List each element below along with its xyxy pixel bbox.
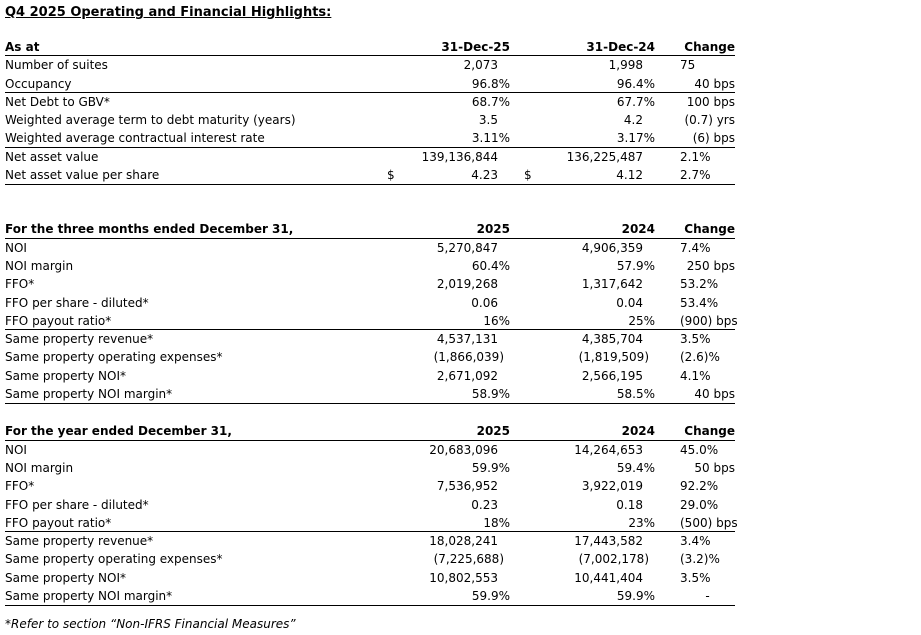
- prior-period-value-cell: [524, 550, 655, 568]
- title-row: [5, 5, 921, 21]
- prior-period-column-header: 2024: [621, 222, 655, 237]
- prior-period-value-cell: [524, 496, 655, 514]
- row-label: NOI: [5, 442, 27, 457]
- change-value: (3.2)%: [680, 552, 720, 567]
- prior-period-value: 25%: [628, 313, 655, 328]
- prior-period-value-cell: [524, 385, 655, 403]
- prior-period-value: 17,443,582: [574, 534, 643, 549]
- prior-period-value: 10,441,404: [574, 570, 643, 585]
- current-period-value-cell: [387, 93, 510, 111]
- row-label: NOI margin: [5, 460, 74, 475]
- table-body: [5, 56, 735, 184]
- change-value: 3.5%: [680, 332, 711, 347]
- currency-symbol: $: [524, 168, 532, 183]
- change-value: 75: [680, 58, 696, 73]
- current-period-value-cell: [387, 75, 510, 92]
- change-value: 250 bps: [686, 258, 735, 273]
- row-label: NOI: [5, 240, 27, 255]
- change-value: (900) bps: [680, 313, 738, 328]
- row-label: Same property revenue*: [5, 332, 154, 347]
- current-period-value: 96.8%: [471, 76, 510, 91]
- prior-period-value-cell: [524, 312, 655, 329]
- as-at-table: [5, 38, 735, 185]
- current-period-value: 5,270,847: [436, 240, 498, 255]
- row-label: Net asset value per share: [5, 168, 160, 183]
- current-period-value: 4,537,131: [436, 332, 498, 347]
- table-row: [5, 441, 735, 459]
- current-period-value-cell: [387, 257, 510, 275]
- row-label: Number of suites: [5, 58, 108, 73]
- prior-period-column-header: 2024: [621, 424, 655, 439]
- prior-period-value-cell: [524, 111, 655, 129]
- change-value: 3.4%: [680, 534, 711, 549]
- prior-period-value: 96.4%: [616, 76, 655, 91]
- prior-period-value-cell: [524, 441, 655, 459]
- current-period-value: 2,073: [463, 58, 498, 73]
- prior-period-value-cell: [524, 569, 655, 587]
- current-period-value-cell: [387, 587, 510, 605]
- prior-period-value: 4,385,704: [581, 332, 643, 347]
- row-label: Weighted average term to debt maturity (years): [5, 113, 296, 128]
- current-period-value: 60.4%: [471, 258, 510, 273]
- change-value: (0.7) yrs: [684, 113, 735, 128]
- current-period-column-header: 31-Dec-25: [441, 40, 510, 54]
- current-period-value: 139,136,844: [421, 149, 498, 164]
- table-body: [5, 239, 738, 404]
- table-row: [5, 348, 735, 366]
- prior-period-value-cell: [524, 294, 655, 312]
- change-value: 53.4%: [680, 295, 719, 310]
- current-period-value: 4.23: [471, 168, 498, 183]
- prior-period-value: 58.5%: [616, 387, 655, 402]
- prior-period-value: 4.2: [623, 113, 643, 128]
- prior-period-value-cell: [524, 477, 655, 495]
- table-row: [5, 496, 735, 514]
- current-period-value-cell: [387, 385, 510, 403]
- current-period-value: (1,866,039): [433, 350, 504, 365]
- table-row: [5, 257, 735, 275]
- current-period-value-cell: [387, 111, 510, 129]
- change-value: 7.4%: [680, 240, 711, 255]
- table-body: [5, 441, 738, 606]
- row-label: Same property operating expenses*: [5, 552, 223, 567]
- row-label: Net Debt to GBV*: [5, 94, 110, 109]
- table-row: [5, 129, 735, 147]
- table-row: [5, 385, 735, 403]
- row-label: FFO per share - diluted*: [5, 497, 149, 512]
- table-header-row: [5, 220, 735, 238]
- change-column-header: Change: [684, 222, 735, 237]
- table-header-label: For the three months ended December 31,: [5, 222, 294, 237]
- prior-period-value: 4,906,359: [581, 240, 643, 255]
- change-value: 2.1%: [680, 149, 711, 164]
- prior-period-value: 3,922,019: [581, 479, 643, 494]
- table-header-label: For the year ended December 31,: [5, 424, 232, 439]
- table-row: [5, 148, 735, 166]
- current-period-value-cell: [387, 239, 510, 257]
- current-period-value: 7,536,952: [436, 479, 498, 494]
- row-label: Same property operating expenses*: [5, 350, 223, 365]
- prior-period-value-cell: [524, 367, 655, 385]
- current-period-value-cell: [387, 294, 510, 312]
- prior-period-value-cell: [524, 129, 655, 146]
- current-period-value-cell: [387, 459, 510, 477]
- change-value: 3.5%: [680, 570, 711, 585]
- prior-period-value: 0.18: [616, 497, 643, 512]
- change-value: 4.1%: [680, 368, 711, 383]
- prior-period-value-cell: [524, 532, 655, 550]
- row-label: Same property revenue*: [5, 534, 154, 549]
- year-ended-table: [5, 422, 738, 606]
- prior-period-value-cell: [524, 239, 655, 257]
- table-row: [5, 93, 735, 111]
- change-value: 92.2%: [680, 479, 719, 494]
- row-label: Net asset value: [5, 149, 99, 164]
- change-value: (6) bps: [692, 131, 735, 146]
- prior-period-column-header: 31-Dec-24: [586, 40, 655, 54]
- change-value: 40 bps: [694, 387, 735, 402]
- table-row: [5, 294, 735, 312]
- current-period-value: 0.06: [471, 295, 498, 310]
- current-period-value-cell: [387, 312, 510, 329]
- current-period-value-cell: [387, 56, 510, 74]
- prior-period-value: 4.12: [616, 168, 643, 183]
- row-label: Occupancy: [5, 76, 72, 91]
- change-value: 53.2%: [680, 277, 719, 292]
- table-row: [5, 275, 735, 293]
- current-period-value: 68.7%: [471, 94, 510, 109]
- table-row: [5, 550, 735, 568]
- currency-symbol: $: [387, 168, 395, 183]
- table-row: [5, 312, 738, 330]
- current-period-column-header: 2025: [476, 222, 510, 237]
- prior-period-value: 59.4%: [616, 460, 655, 475]
- table-row: [5, 532, 735, 550]
- current-period-value: 2,671,092: [436, 368, 498, 383]
- row-label: FFO per share - diluted*: [5, 295, 149, 310]
- prior-period-value: 57.9%: [616, 258, 655, 273]
- row-label: FFO payout ratio*: [5, 313, 112, 328]
- prior-period-value-cell: [524, 459, 655, 477]
- row-label: Weighted average contractual interest rate: [5, 131, 265, 146]
- change-value: 29.0%: [680, 497, 719, 512]
- table-row: [5, 75, 735, 93]
- table-header-row: [5, 422, 735, 440]
- current-period-value: 59.9%: [471, 589, 510, 604]
- current-period-column-header: 2025: [476, 424, 510, 439]
- current-period-value-cell: [387, 330, 510, 348]
- change-column-header: Change: [684, 40, 735, 54]
- table-row: [5, 56, 735, 74]
- current-period-value-cell: [387, 348, 510, 366]
- table-header-row: [5, 38, 735, 56]
- current-period-value-cell: [387, 166, 510, 184]
- change-value: (500) bps: [680, 515, 738, 530]
- prior-period-value: 1,998: [608, 58, 643, 73]
- table-row: [5, 459, 735, 477]
- table-row: [5, 166, 735, 184]
- row-label: FFO payout ratio*: [5, 515, 112, 530]
- row-label: Same property NOI*: [5, 570, 127, 585]
- current-period-value-cell: [387, 129, 510, 146]
- current-period-value: 59.9%: [471, 460, 510, 475]
- change-value: (2.6)%: [680, 350, 720, 365]
- footnote: *Refer to section “Non-IFRS Financial Measures”: [5, 617, 296, 632]
- prior-period-value-cell: [524, 330, 655, 348]
- change-column-header: Change: [684, 424, 735, 439]
- change-value: 100 bps: [686, 94, 735, 109]
- prior-period-value: (7,002,178): [578, 552, 649, 567]
- prior-period-value-cell: [524, 56, 655, 74]
- current-period-value: 58.9%: [471, 387, 510, 402]
- current-period-value-cell: [387, 441, 510, 459]
- change-value: -: [705, 589, 710, 604]
- prior-period-value: 14,264,653: [574, 442, 643, 457]
- current-period-value: 18%: [483, 515, 510, 530]
- current-period-value-cell: [387, 532, 510, 550]
- page-title: Q4 2025 Operating and Financial Highlights:: [5, 5, 332, 20]
- current-period-value: 16%: [483, 313, 510, 328]
- table-row: [5, 514, 738, 532]
- current-period-value: 3.5: [478, 113, 498, 128]
- prior-period-value-cell: [524, 587, 655, 605]
- prior-period-value-cell: [524, 166, 655, 184]
- prior-period-value: 59.9%: [616, 589, 655, 604]
- prior-period-value-cell: [524, 514, 655, 531]
- prior-period-value: (1,819,509): [578, 350, 649, 365]
- prior-period-value: 0.04: [616, 295, 643, 310]
- table-row: [5, 330, 735, 348]
- table-row: [5, 239, 735, 257]
- current-period-value: 20,683,096: [429, 442, 498, 457]
- current-period-value-cell: [387, 477, 510, 495]
- current-period-value-cell: [387, 569, 510, 587]
- table-row: [5, 111, 735, 129]
- prior-period-value-cell: [524, 348, 655, 366]
- change-value: 40 bps: [694, 76, 735, 91]
- change-value: 45.0%: [680, 442, 719, 457]
- table-row: [5, 477, 735, 495]
- current-period-value-cell: [387, 275, 510, 293]
- row-label: Same property NOI margin*: [5, 589, 173, 604]
- prior-period-value-cell: [524, 148, 655, 166]
- prior-period-value: 3.17%: [616, 131, 655, 146]
- row-label: Same property NOI margin*: [5, 387, 173, 402]
- current-period-value-cell: [387, 367, 510, 385]
- row-label: FFO*: [5, 277, 35, 292]
- three-months-ended-table: [5, 220, 738, 404]
- row-label: FFO*: [5, 479, 35, 494]
- table-header-label: As at: [5, 40, 40, 54]
- current-period-value: 3.11%: [471, 131, 510, 146]
- current-period-value: 18,028,241: [429, 534, 498, 549]
- prior-period-value: 2,566,195: [581, 368, 643, 383]
- table-row: [5, 367, 735, 385]
- current-period-value-cell: [387, 148, 510, 166]
- prior-period-value-cell: [524, 75, 655, 92]
- prior-period-value: 67.7%: [616, 94, 655, 109]
- current-period-value-cell: [387, 550, 510, 568]
- prior-period-value-cell: [524, 257, 655, 275]
- current-period-value: 2,019,268: [436, 277, 498, 292]
- prior-period-value: 1,317,642: [581, 277, 643, 292]
- prior-period-value-cell: [524, 93, 655, 111]
- current-period-value-cell: [387, 496, 510, 514]
- current-period-value: 0.23: [471, 497, 498, 512]
- table-row: [5, 569, 735, 587]
- current-period-value: (7,225,688): [433, 552, 504, 567]
- prior-period-value: 23%: [628, 515, 655, 530]
- current-period-value-cell: [387, 514, 510, 531]
- current-period-value: 10,802,553: [429, 570, 498, 585]
- table-row: [5, 587, 735, 605]
- change-value: 50 bps: [694, 460, 735, 475]
- row-label: NOI margin: [5, 258, 74, 273]
- change-value: 2.7%: [680, 168, 711, 183]
- row-label: Same property NOI*: [5, 368, 127, 383]
- prior-period-value-cell: [524, 275, 655, 293]
- prior-period-value: 136,225,487: [566, 149, 643, 164]
